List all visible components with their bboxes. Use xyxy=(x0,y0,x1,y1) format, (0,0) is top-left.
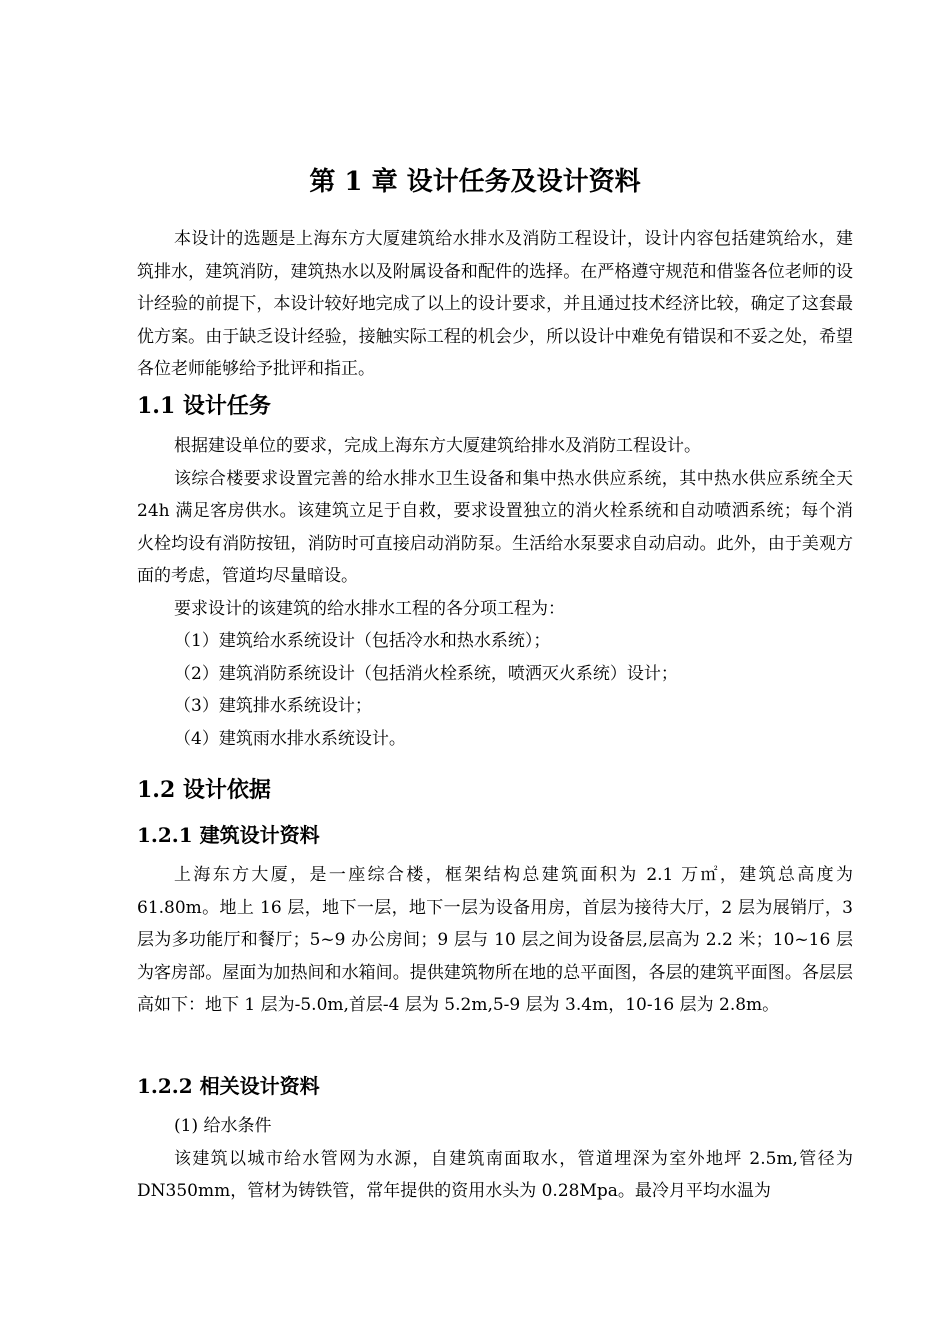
section-heading-1-1: 1.1 设计任务 xyxy=(137,393,271,419)
list-item: （4）建筑雨水排水系统设计。 xyxy=(174,728,406,749)
paragraph: 根据建设单位的要求，完成上海东方大厦建筑给排水及消防工程设计。 xyxy=(174,436,701,456)
list-item: （2）建筑消防系统设计（包括消火栓系统，喷洒灭火系统）设计； xyxy=(174,663,678,684)
paragraph: 上海东方大厦，是一座综合楼，框架结构总建筑面积为 2.1 万㎡，建筑总高度为 61.80m。地上 16 层，地下一层，地下一层为设备用房，首层为接待大厅，2 层为展销厅，3 层为多功能厅和餐厅；5~9 办公房间；9 层与 10 层之间为设备层,层高为 2.2 米；10~16 层为客房部。屋面为加热间和水箱间。提供建筑物所在地的总平面图，各层的建筑平面图。各层层高如下：地下 1 层为-5.0m,首层-4 层为 5.2m,5-9 层为 3.4m，10-16 层为 2.8m。 xyxy=(137,865,853,1015)
section-1-2-1-body xyxy=(137,859,853,1022)
list-item: （1）建筑给水系统设计（包括冷水和热水系统）； xyxy=(174,631,551,651)
intro-section xyxy=(137,223,853,386)
section-heading-1-2-1: 1.2.1 建筑设计资料 xyxy=(137,823,320,847)
chapter-title: 第 1 章 设计任务及设计资料 xyxy=(309,167,641,197)
section-1-2-2-body xyxy=(137,1110,853,1208)
subheading: (1) 给水条件 xyxy=(174,1116,272,1136)
list-item: （3）建筑排水系统设计； xyxy=(174,696,372,716)
intro-paragraph: 本设计的选题是上海东方大厦建筑给水排水及消防工程设计，设计内容包括建筑给水，建筑排水，建筑消防，建筑热水以及附属设备和配件的选择。在严格遵守规范和借鉴各位老师的设计经验的前提下，本设计较好地完成了以上的设计要求，并且通过技术经济比较，确定了这套最优方案。由于缺乏设计经验，接触实际工程的机会少，所以设计中难免有错误和不妥之处，希望各位老师能够给予批评和指正。 xyxy=(137,229,853,379)
section-heading-1-2: 1.2 设计依据 xyxy=(137,777,271,803)
paragraph: 要求设计的该建筑的给水排水工程的各分项工程为： xyxy=(174,598,565,619)
section-1-1-body xyxy=(137,430,853,755)
section-heading-1-2-2: 1.2.2 相关设计资料 xyxy=(137,1074,320,1098)
paragraph: 该建筑以城市给水管网为水源，自建筑南面取水，管道埋深为室外地坪 2.5m,管径为 DN350mm，管材为铸铁管，常年提供的资用水头为 0.28Mpa。最冷月平均水温为 xyxy=(137,1148,853,1201)
paragraph: 该综合楼要求设置完善的给水排水卫生设备和集中热水供应系统，其中热水供应系统全天 24h 满足客房供水。该建筑立足于自救，要求设置独立的消火栓系统和自动喷洒系统；每个消火栓均设有消防按钮，消防时可直接启动消防泵。生活给水泵要求自动启动。此外，由于美观方面的考虑，管道均尽量暗设。 xyxy=(137,468,853,586)
